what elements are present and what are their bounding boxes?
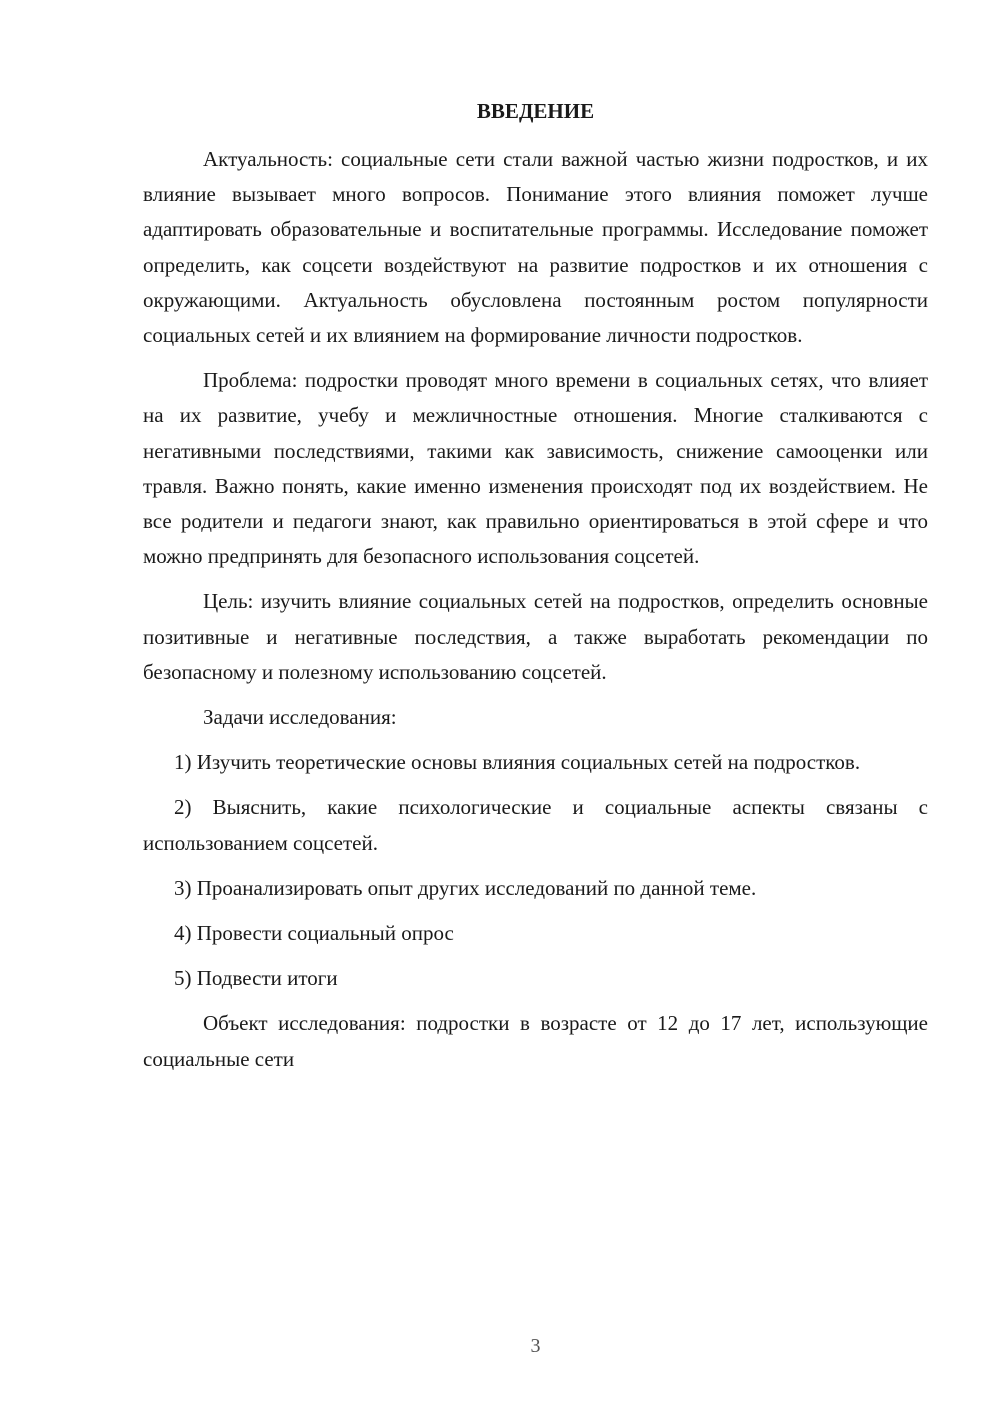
- problem-paragraph: Проблема: подростки проводят много времени в социальных сетях, что влияет на их развитие, учебу и межличностные отношения. Многие сталкиваются с негативными последствиями, такими как зависимость, снижение самооценки или травля. Важно понять, какие именно изменения происходят под их воздействием. Не все родители и педагоги знают, как правильно ориентироваться в этой сфере и что можно предпринять для безопасного использования соцсетей.: [143, 368, 928, 569]
- goal-paragraph: Цель: изучить влияние социальных сетей на подростков, определить основные позитивные и негативные последствия, а также выработать рекомендации по безопасному и полезному использованию соцсетей.: [143, 589, 928, 684]
- tasks-heading: Задачи исследования:: [203, 705, 397, 730]
- document-page: [143, 0, 928, 1414]
- page-title: ВВЕДЕНИЕ: [476, 99, 595, 123]
- task-item-5: 5) Подвести итоги: [174, 966, 338, 991]
- task-item-4: 4) Провести социальный опрос: [174, 921, 454, 946]
- task-item-1: 1) Изучить теоретические основы влияния социальных сетей на подростков.: [174, 750, 861, 775]
- page-number: 3: [530, 1335, 541, 1357]
- relevance-paragraph: Актуальность: социальные сети стали важной частью жизни подростков, и их влияние вызывает много вопросов. Понимание этого влияния поможет лучше адаптировать образовательные и воспитательные программы. Исследование поможет определить, как соцсети воздействуют на развитие подростков и их отношения с окружающими. Актуальность обусловлена постоянным ростом популярности социальных сетей и их влиянием на формирование личности подростков.: [143, 147, 928, 348]
- object-paragraph: Объект исследования: подростки в возрасте от 12 до 17 лет, использующие социальные сети: [143, 1011, 928, 1071]
- task-item-2: 2) Выяснить, какие психологические и социальные аспекты связаны с использованием соцсетей.: [143, 795, 928, 855]
- task-item-3: 3) Проанализировать опыт других исследований по данной теме.: [174, 875, 757, 900]
- document-body: [143, 142, 928, 1077]
